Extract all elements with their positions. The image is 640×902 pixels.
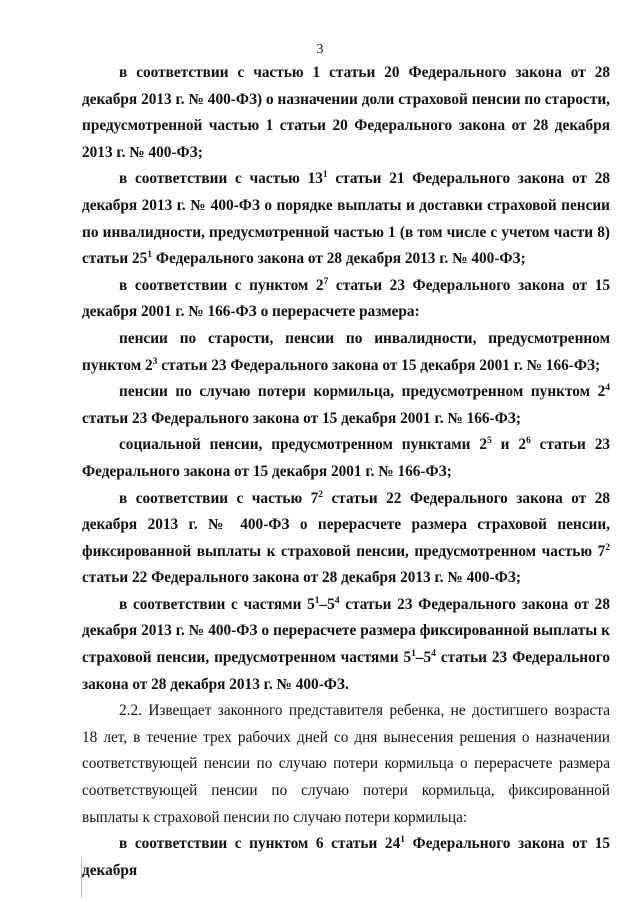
text-run: социальной пенсии, предусмотренном пунктами 2 — [119, 436, 488, 454]
text-run: 2.2. Извещает законного представителя ребенка, не достигшего возраста 18 лет, в течение трех рабочих дней со дня вынесения решения о назначении соответствующей пенсии по случаю потери кормильца о перерасчете размера соответствующей пенсии по случаю потери кормильца, фиксированной выплаты к страховой пенсии по случаю потери кормильца: — [82, 702, 610, 826]
text-run: статьи 22 Федерального закона от 28 декабря 2013 г. № 400-ФЗ; — [82, 569, 521, 587]
paragraph-disability-pension-payment — [82, 166, 610, 272]
text-run: в соответствии с частями 5 — [119, 595, 315, 613]
superscript-index: 1 — [147, 250, 153, 261]
superscript-index: 2 — [605, 542, 610, 553]
paragraph-article-24-reference — [82, 831, 610, 884]
text-run: пенсии по случаю потери кормильца, предусмотренном пунктом 2 — [119, 383, 606, 401]
paragraph-fixed-payment-recalc — [82, 592, 610, 698]
text-run: статьи 21 Федерального закона от 28 декабря 2013 г. № 400-ФЗ о порядке выплаты и доставки страховой пенсии по инвалидности, предусмотренной частью 1 (в том числе с учетом части 8) статьи 25 — [82, 170, 610, 268]
text-run: пенсии по старости, пенсии по инвалидности, предусмотренном пунктом 2 — [82, 329, 610, 374]
text-run: статьи 23 Федерального закона от 15 декабря 2001 г. № 166-ФЗ; — [82, 409, 521, 427]
text-run: и 2 — [491, 436, 527, 454]
superscript-index: 1 — [411, 648, 416, 659]
paragraph-survivor-pension — [82, 379, 610, 432]
document-body — [82, 60, 610, 884]
superscript-index: 5 — [487, 436, 492, 447]
paragraph-pension-share-old-age — [82, 60, 610, 166]
paragraph-old-age-disability-pension — [82, 326, 610, 379]
page-number: 3 — [316, 42, 324, 57]
text-run: в соответствии с частью 7 — [119, 489, 319, 507]
paragraph-insurance-pension-recalc — [82, 486, 610, 592]
superscript-index: 4 — [334, 595, 340, 606]
superscript-index: 1 — [314, 595, 320, 606]
superscript-index: 4 — [431, 648, 436, 659]
text-run: в соответствии с частью 13 — [119, 170, 323, 188]
superscript-index: 4 — [605, 383, 610, 394]
scan-margin-line — [81, 858, 82, 898]
superscript-index: 1 — [322, 170, 328, 181]
text-run: статьи 22 Федерального закона от 28 декабря 2013 г. № 400-ФЗ о перерасчете размера страховой пенсии, фиксированной выплаты к страховой пенсии, предусмотренном частью 7 — [82, 489, 610, 560]
text-run: в соответствии с пунктом 6 статьи 24 — [119, 835, 401, 853]
superscript-index: 3 — [152, 356, 158, 367]
text-run: в соответствии с пунктом 2 — [119, 276, 324, 294]
text-run: Федерального закона от 15 декабря — [82, 835, 610, 879]
text-run: статьи 23 Федерального закона от 15 декабря 2001 г. № 166-ФЗ; — [82, 436, 610, 480]
paragraph-section-2-2 — [82, 698, 610, 831]
text-run: –5 — [319, 595, 335, 613]
text-run: –5 — [415, 649, 432, 667]
text-run: статьи 23 Федерального закона от 28 декабря 2013 г. № 400-ФЗ о перерасчете размера фиксированной выплаты к страховой пенсии, предусмотренном частями 5 — [82, 595, 610, 667]
paragraph-recalculation-intro — [82, 273, 610, 326]
text-run: статьи 23 Федерального закона от 15 декабря 2001 г. № 166-ФЗ; — [157, 356, 601, 374]
superscript-index: 7 — [323, 276, 329, 287]
text-run: в соответствии с частью 1 статьи 20 Федерального закона от 28 декабря 2013 г. № 400-ФЗ) о назначении доли страховой пенсии по старости, предусмотренной частью 1 статьи 20 Федерального закона от 28 декабря 2013 г. № 400-ФЗ; — [82, 64, 610, 161]
superscript-index: 1 — [400, 835, 405, 846]
text-run: статьи 23 Федерального закона от 15 декабря 2001 г. № 166-ФЗ о перерасчете размера: — [82, 276, 610, 321]
text-run: статьи 23 Федерального закона от 28 декабря 2013 г. № 400-ФЗ. — [82, 649, 610, 693]
paragraph-social-pension — [82, 432, 610, 485]
superscript-index: 6 — [526, 436, 531, 447]
text-run: Федерального закона от 28 декабря 2013 г. № 400-ФЗ; — [152, 250, 526, 268]
superscript-index: 2 — [318, 489, 324, 500]
